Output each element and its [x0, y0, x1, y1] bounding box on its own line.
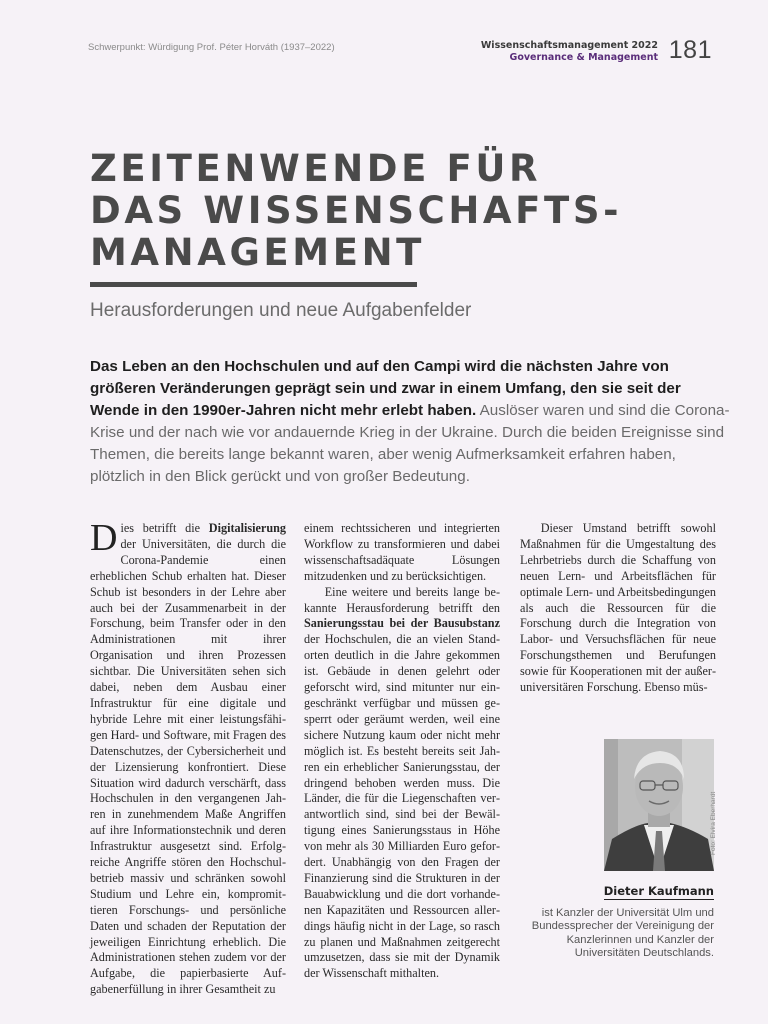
- text-run: der Universitäten, die durch die Corona-Pandemie einen erheblichen Schub erhalten hat. Dieser Schub ist besonders in der Lehre aber auch bei der Zusammenarbeit in der Forschung, beim Transfer oder in den Administrationen mit ihrer Organisation und ihren Prozessen sichtbar. Die Universitäten sehen sich dabei, neben dem Ausbau einer Infrastruktur für eine digitale und hybride Lehre mit einer leistungsfähigen Hard- und Software, mit Fragen des Datenschutzes, der Cybersicherheit und der Lizensierung konfrontiert. Diese Situation wird dadurch verschärft, dass Hochschulen in den vergangenen Jahren in zunehmendem Maße Angriffen auf ihre Informationstechnik und deren Infrastruktur ausgesetzt sind. Erfolgreiche Angriffe stören den Hochschulbetrieb massiv und schränken sowohl Studium und Lehre ein, kompromittieren Forschungs- und persönliche Daten und schaden der Reputation der jeweiligen Einrichtung erheblich. Die Administrationen stehen zudem vor der Aufgabe, die papierbasierte Aufgabenerfüllung in ihrer Gesamtheit zu: [90, 536, 286, 997]
- body-paragraph: Dieser Umstand betrifft sowohl Maßnahmen für die Umgestaltung des Lehrbetriebs durch die Schaffung von neuen Lern- und Arbeitsflächen für optimale Lern- und Arbeitsbedingungen als auch die Ressourcen für die Forschung durch die Integration von Labor- und Versuchsflächen für neue Forschungsthemen und Berufungen sowie für Kooperationen mit der außeruniversitären Forschung. Ebenso müs-: [520, 521, 716, 695]
- article-title: [90, 148, 710, 274]
- title-line: ZEITENWENDE FÜR: [90, 147, 542, 190]
- keyword-bold: Digitalisierung: [208, 521, 286, 535]
- journal-name: Wissenschaftsmanagement 2022: [480, 40, 658, 51]
- body-column-1: [90, 517, 286, 998]
- author-photo: [604, 739, 714, 871]
- article-subtitle: Herausforderungen und neue Aufgabenfelder: [90, 300, 472, 321]
- body-column-3: [520, 521, 716, 696]
- body-paragraph: einem rechtssicheren und integrierten Workflow zu transformieren und dabei wissenschaftsadäquate Lösungen mitzudenken und zu berücksichtigen.: [304, 521, 500, 583]
- lead-paragraph: [90, 356, 730, 488]
- section-name: Governance & Management: [509, 52, 658, 63]
- text-run: Eine weitere und bereits lange bekannte Herausforderung betrifft den: [304, 584, 500, 615]
- portrait-illustration: [604, 739, 714, 871]
- author-name: Dieter Kaufmann: [603, 884, 714, 898]
- keyword-bold: Sanierungsstau bei der Bausubstanz: [304, 616, 500, 631]
- page-number: 181: [668, 36, 712, 64]
- body-paragraph: [304, 585, 500, 983]
- title-underline-rule: [90, 282, 417, 287]
- journal-header: [481, 40, 658, 64]
- lead-bold: Das Leben an den Hochschulen und auf den Campi wird die nächsten Jahre von größeren Veränderungen geprägt sein und zwar in einem Umfang, den sie seit der Wende in den 1990er-Jahren nicht mehr erlebt haben.: [90, 358, 681, 419]
- title-line: MANAGEMENT: [90, 231, 425, 274]
- body-column-2: [304, 521, 500, 982]
- drop-cap: D: [90, 517, 118, 559]
- title-line: DAS WISSENSCHAFTS-: [90, 189, 623, 232]
- text-run: ies betrifft die: [120, 521, 209, 535]
- photo-credit: Foto: Elvira Eberhardt: [710, 791, 717, 855]
- author-bio: ist Kanzler der Universität Ulm und Bundessprecher der Vereinigung der Kanzlerinnen und Kanzler der Universitäten Deutschlands.: [531, 907, 714, 959]
- body-paragraph: [90, 517, 286, 998]
- running-title: Schwerpunkt: Würdigung Prof. Péter Horváth (1937–2022): [88, 42, 335, 53]
- lead-rest: Auslöser waren und sind die Corona-Krise und der nach wie vor andauernde Krieg in der Ukraine. Durch die beiden Ereignisse sind Themen, die bereits lange bekannt waren, aber wenig Aufmerksamkeit erfahren haben, plötzlich in den Blick gerückt und von großer Bedeutung.: [90, 402, 730, 485]
- text-run: der Hochschulen, die an vielen Standorten deutlich in die Jahre gekommen ist. Gebäude in denen gelehrt oder geforscht wird, sind mitunter nur eingeschränkt verfügbar und müssen gesperrt oder geräumt werden, weil eine sichere Nutzung kaum oder nicht mehr möglich ist. Es besteht bereits seit Jahren ein erheblicher Sanierungsstau, der dringend behoben werden muss. Die Länder, die für die Liegenschaften verantwortlich sind, sind bei der Bewältigung eines Sanierungsstaus in Höhe von mehr als 30 Milliarden Euro gefordert. Unabhängig von den Fragen der Finanzierung sind die Strukturen in der Bauabwicklung und die dort vorhandenen Kapazitäten und Ressourcen allerdings häufig nicht in der Lage, so rasch zu planen und Maßnahmen zeitgerecht umzusetzen, dass sie mit der Dynamik der Wissenschaft mithalten.: [304, 632, 500, 981]
